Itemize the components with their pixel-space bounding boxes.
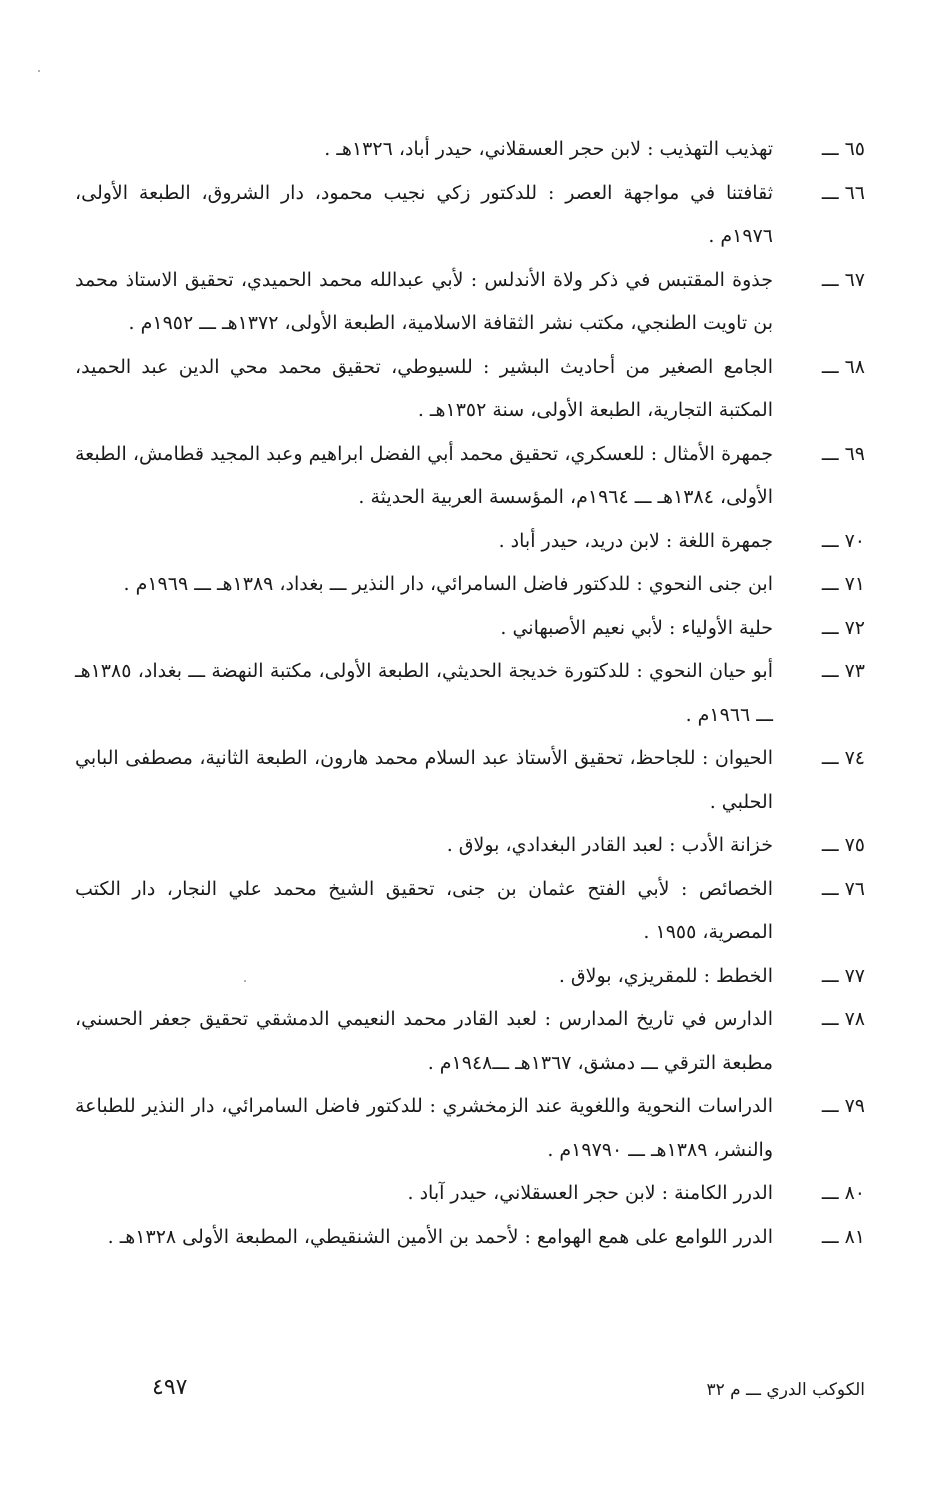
bibliography-entry [75,998,865,1085]
bibliography-entry [75,737,865,824]
entry-number: ٦٥ ـــ [821,138,865,160]
bibliography-entry [75,346,865,433]
entry-text: أبو حيان النحوي : للدكتورة خديجة الحديثي، الطبعة الأولى، مكتبة النهضة ـــ بغداد، ١٣٨٥هـ ـــ ١٩٦٦م . [75,660,773,726]
entry-text: ابن جنى النحوي : للدكتور فاضل السامرائي، دار النذير ـــ بغداد، ١٣٨٩هـ ـــ ١٩٦٩م . [123,573,773,595]
entry-number: ٨٠ ـــ [821,1182,865,1204]
entry-number: ٧٤ ـــ [821,747,865,769]
bibliography-entry [75,259,865,346]
entry-text: جمهرة اللغة : لابن دريد، حيدر أباد . [498,529,773,552]
entry-text: الجامع الصغير من أحاديث البشير : للسيوطي، تحقيق محمد محي الدين عبد الحميد، المكتبة التجارية، الطبعة الأولى، سنة ١٣٥٢هـ . [75,355,773,421]
bibliography-entry [75,520,865,564]
bibliography-list [75,128,865,1259]
signature-mark: الكوكب الدري ـــ م ٣٢ [706,1380,865,1400]
bibliography-entry [75,955,865,999]
entry-text: الدرر الكامنة : لابن حجر العسقلاني، حيدر آباد . [407,1182,773,1204]
entry-number: ٧٦ ـــ [821,877,865,900]
bibliography-entry [75,1172,865,1216]
entry-text: جمهرة الأمثال : للعسكري، تحقيق محمد أبي الفضل ابراهيم وعبد المجيد قطامش، الطبعة الأولى، ١٣٨٤هـ ـــ ١٩٦٤م، المؤسسة العربية الحديثة . [75,442,773,508]
bibliography-entry [75,563,865,607]
bibliography-entry [75,868,865,955]
entry-number: ٧٨ ـــ [821,1008,865,1030]
bibliography-entry [75,1085,865,1172]
scan-speck [38,70,40,72]
bibliography-entry [75,1216,865,1260]
entry-text: خزانة الأدب : لعبد القادر البغدادي، بولاق . [446,834,773,856]
entry-number: ٦٦ ـــ [821,181,865,204]
bibliography-entry [75,128,865,172]
entry-text: الدارس في تاريخ المدارس : لعبد القادر محمد النعيمي الدمشقي تحقيق جعفر الحسني، مطبعة الترقي ـــ دمشق، ١٣٦٧هـ ـــ١٩٤٨م . [75,1008,773,1074]
entry-text: الدراسات النحوية واللغوية عند الزمخشري : للدكتور فاضل السامرائي، دار النذير للطباعة والنشر، ١٣٨٩هـ ـــ ١٩٧٩٠م . [75,1095,773,1161]
scan-speck [244,980,246,982]
bibliography-entry [75,650,865,737]
entry-text: تهذيب التهذيب : لابن حجر العسقلاني، حيدر أباد، ١٣٢٦هـ . [324,138,773,160]
entry-number: ٨١ ـــ [821,1225,865,1248]
entry-text: حلية الأولياء : لأبي نعيم الأصبهاني . [500,616,773,639]
entry-text: الخطط : للمقريزي، بولاق . [558,964,773,987]
entry-text: الخصائص : لأبي الفتح عثمان بن جنى، تحقيق الشيخ محمد علي النجار، دار الكتب المصرية، ١٩٥٥ . [75,877,773,943]
bibliography-entry [75,172,865,259]
entry-number: ٧٧ ـــ [821,964,865,987]
bibliography-entry [75,824,865,868]
entry-number: ٦٩ ـــ [821,442,865,465]
entry-number: ٦٨ ـــ [821,355,865,378]
entry-number: ٧٩ ـــ [821,1095,865,1117]
entry-number: ٧١ ـــ [821,573,865,595]
entry-text: الدرر اللوامع على همع الهوامع : لأحمد بن الأمين الشنقيطي، المطبعة الأولى ١٣٢٨هـ . [107,1225,773,1248]
entry-text: ثقافتنا في مواجهة العصر : للدكتور زكي نجيب محمود، دار الشروق، الطبعة الأولى، ١٩٧٦م . [75,181,773,247]
entry-number: ٦٧ ـــ [821,268,865,291]
entry-number: ٧٠ ـــ [821,529,865,552]
entry-number: ٧٣ ـــ [821,660,865,682]
entry-number: ٧٢ ـــ [821,616,865,639]
bibliography-entry [75,607,865,651]
page-number: ٤٩٧ [152,1375,188,1400]
bibliography-entry [75,433,865,520]
entry-text: جذوة المقتبس في ذكر ولاة الأندلس : لأبي عبدالله محمد الحميدي، تحقيق الاستاذ محمد بن تاويت الطنجي، مكتب نشر الثقافة الاسلامية، الطبعة الأولى، ١٣٧٢هـ ـــ ١٩٥٢م . [75,268,773,334]
entry-text: الحيوان : للجاحظ، تحقيق الأستاذ عبد السلام محمد هارون، الطبعة الثانية، مصطفى البابي الحلبي . [75,747,773,813]
entry-number: ٧٥ ـــ [821,834,865,856]
